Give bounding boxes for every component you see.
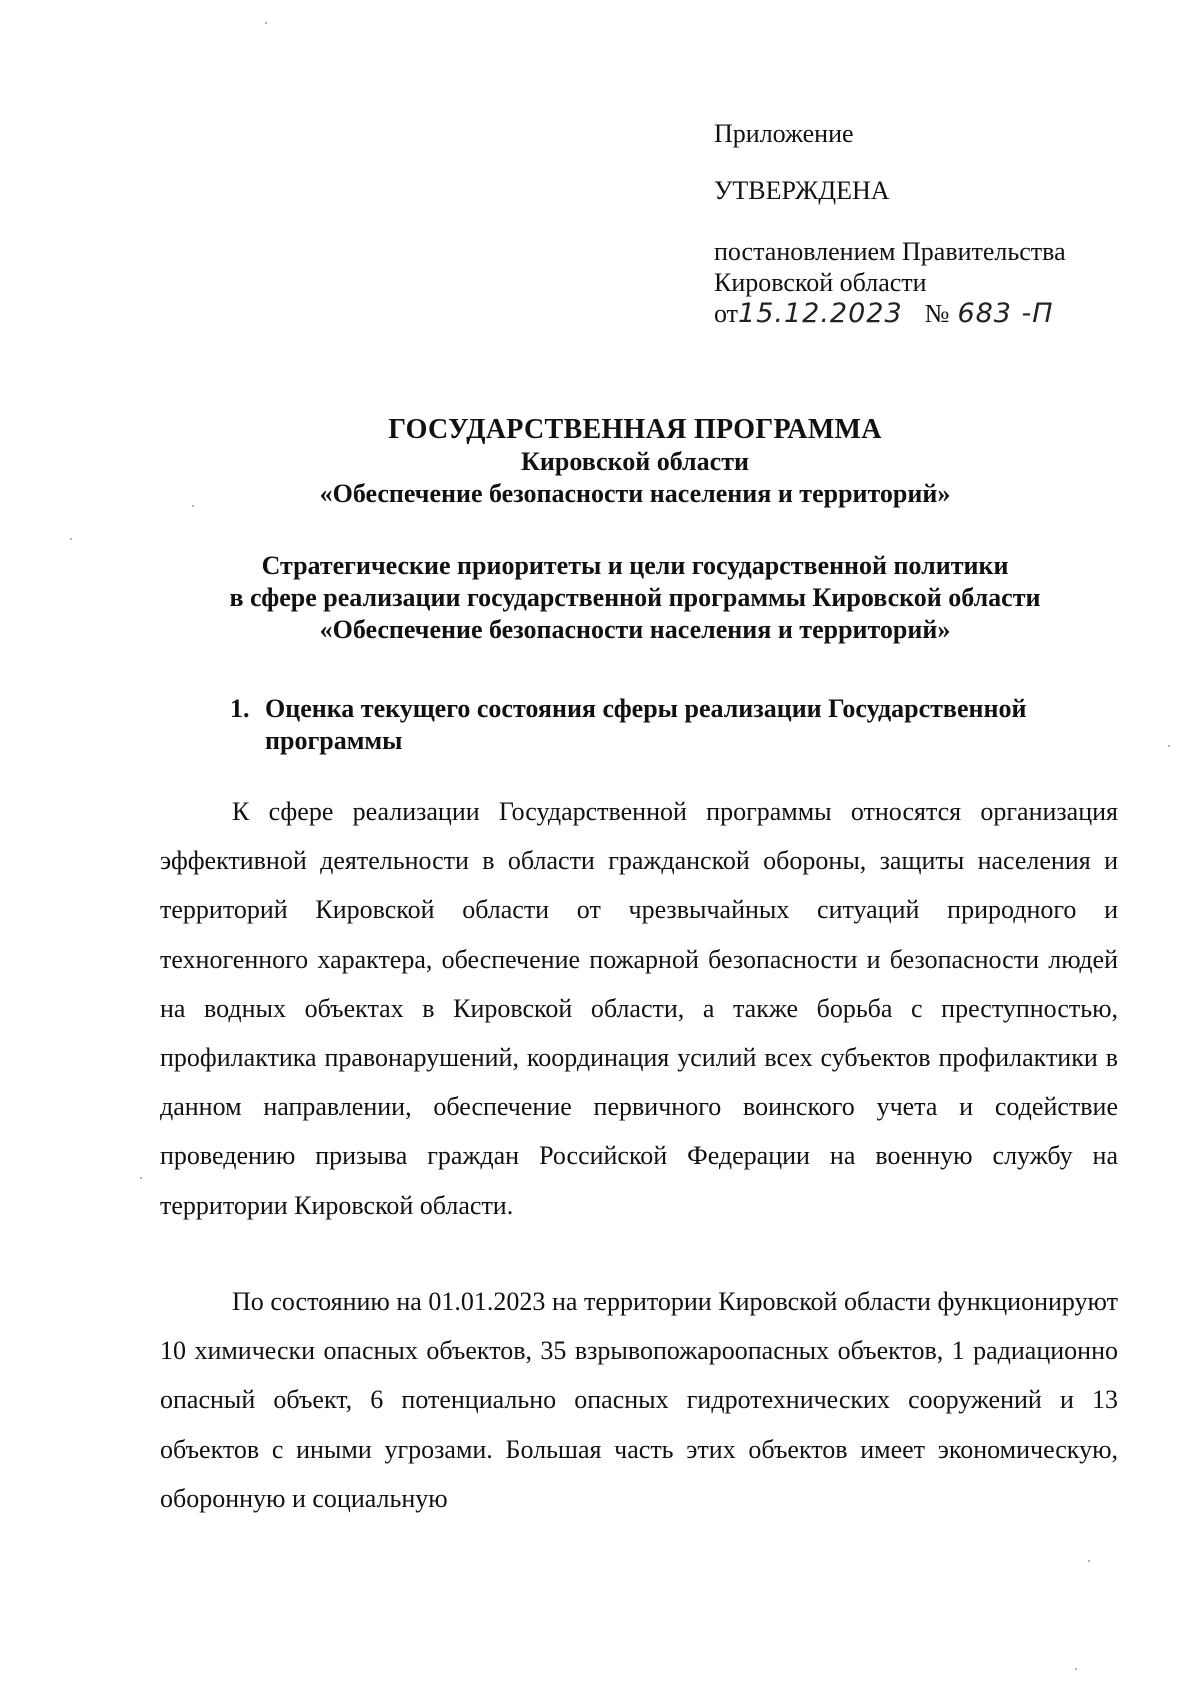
approval-line-2: Кировской области <box>714 268 927 297</box>
scan-speck <box>1088 1560 1090 1562</box>
paragraph-hazardous-objects: По состоянию на 01.01.2023 на территории Кировской области функционируют 10 химически опасных объектов, 35 взрывопожароопасных объектов, 1 радиационно опасный объект, 6 потенциально опасных гидротехнических сооружений и 13 объектов с иными угрозами. Большая часть этих объектов имеет экономическую, оборонную и социальную <box>160 1287 1118 1513</box>
number-sign: № <box>924 299 950 328</box>
program-title: ГОСУДАРСТВЕННАЯ ПРОГРАММА <box>388 414 882 445</box>
program-name: «Обеспечение безопасности населения и территорий» <box>319 479 951 508</box>
paragraph-scope: К сфере реализации Государственной программы относятся организация эффективной деятельности в области гражданской обороны, защиты населения и территорий Кировской области от чрезвычайных ситуаций природного и техногенного характера, обеспечение пожарной безопасности и безопасности людей на водных объектах в Кировской области, а также борьба с преступностью, профилактика правонарушений, координация усилий всех субъектов профилактики в данном направлении, обеспечение первичного воинского учета и содействие проведению призыва граждан Российской Федерации на военную службу на территории Кировской области. <box>160 797 1118 1220</box>
approved-label: УТВЕРЖДЕНА <box>714 176 890 205</box>
section-number: 1. <box>230 694 250 723</box>
section-1-heading <box>230 693 1120 757</box>
scan-speck <box>70 538 72 540</box>
date-prefix: от <box>714 299 739 328</box>
scan-speck <box>140 1177 142 1179</box>
subtitle-line-1: Стратегические приоритеты и цели государственной политики <box>261 551 1009 580</box>
handwritten-number: 683 -П <box>957 298 1054 329</box>
scan-speck <box>1075 1668 1077 1670</box>
subtitle-line-2: в сфере реализации государственной программы Кировской области <box>229 583 1041 612</box>
strategic-priorities-heading <box>120 550 1150 646</box>
scan-speck <box>192 505 194 507</box>
approval-line-1: постановлением Правительства <box>714 237 1066 266</box>
scan-speck <box>1168 745 1170 747</box>
handwritten-date: 15.12.2023 <box>738 298 903 329</box>
scan-speck <box>265 22 267 24</box>
approval-date-line <box>714 298 1154 329</box>
approval-block <box>714 118 1154 329</box>
section-heading-text: Оценка текущего состояния сферы реализации Государственной программы <box>265 694 1027 755</box>
appendix-label: Приложение <box>714 119 854 148</box>
program-region: Кировской области <box>521 447 749 476</box>
program-title-block <box>120 414 1150 510</box>
subtitle-line-3: «Обеспечение безопасности населения и территорий» <box>319 615 951 644</box>
